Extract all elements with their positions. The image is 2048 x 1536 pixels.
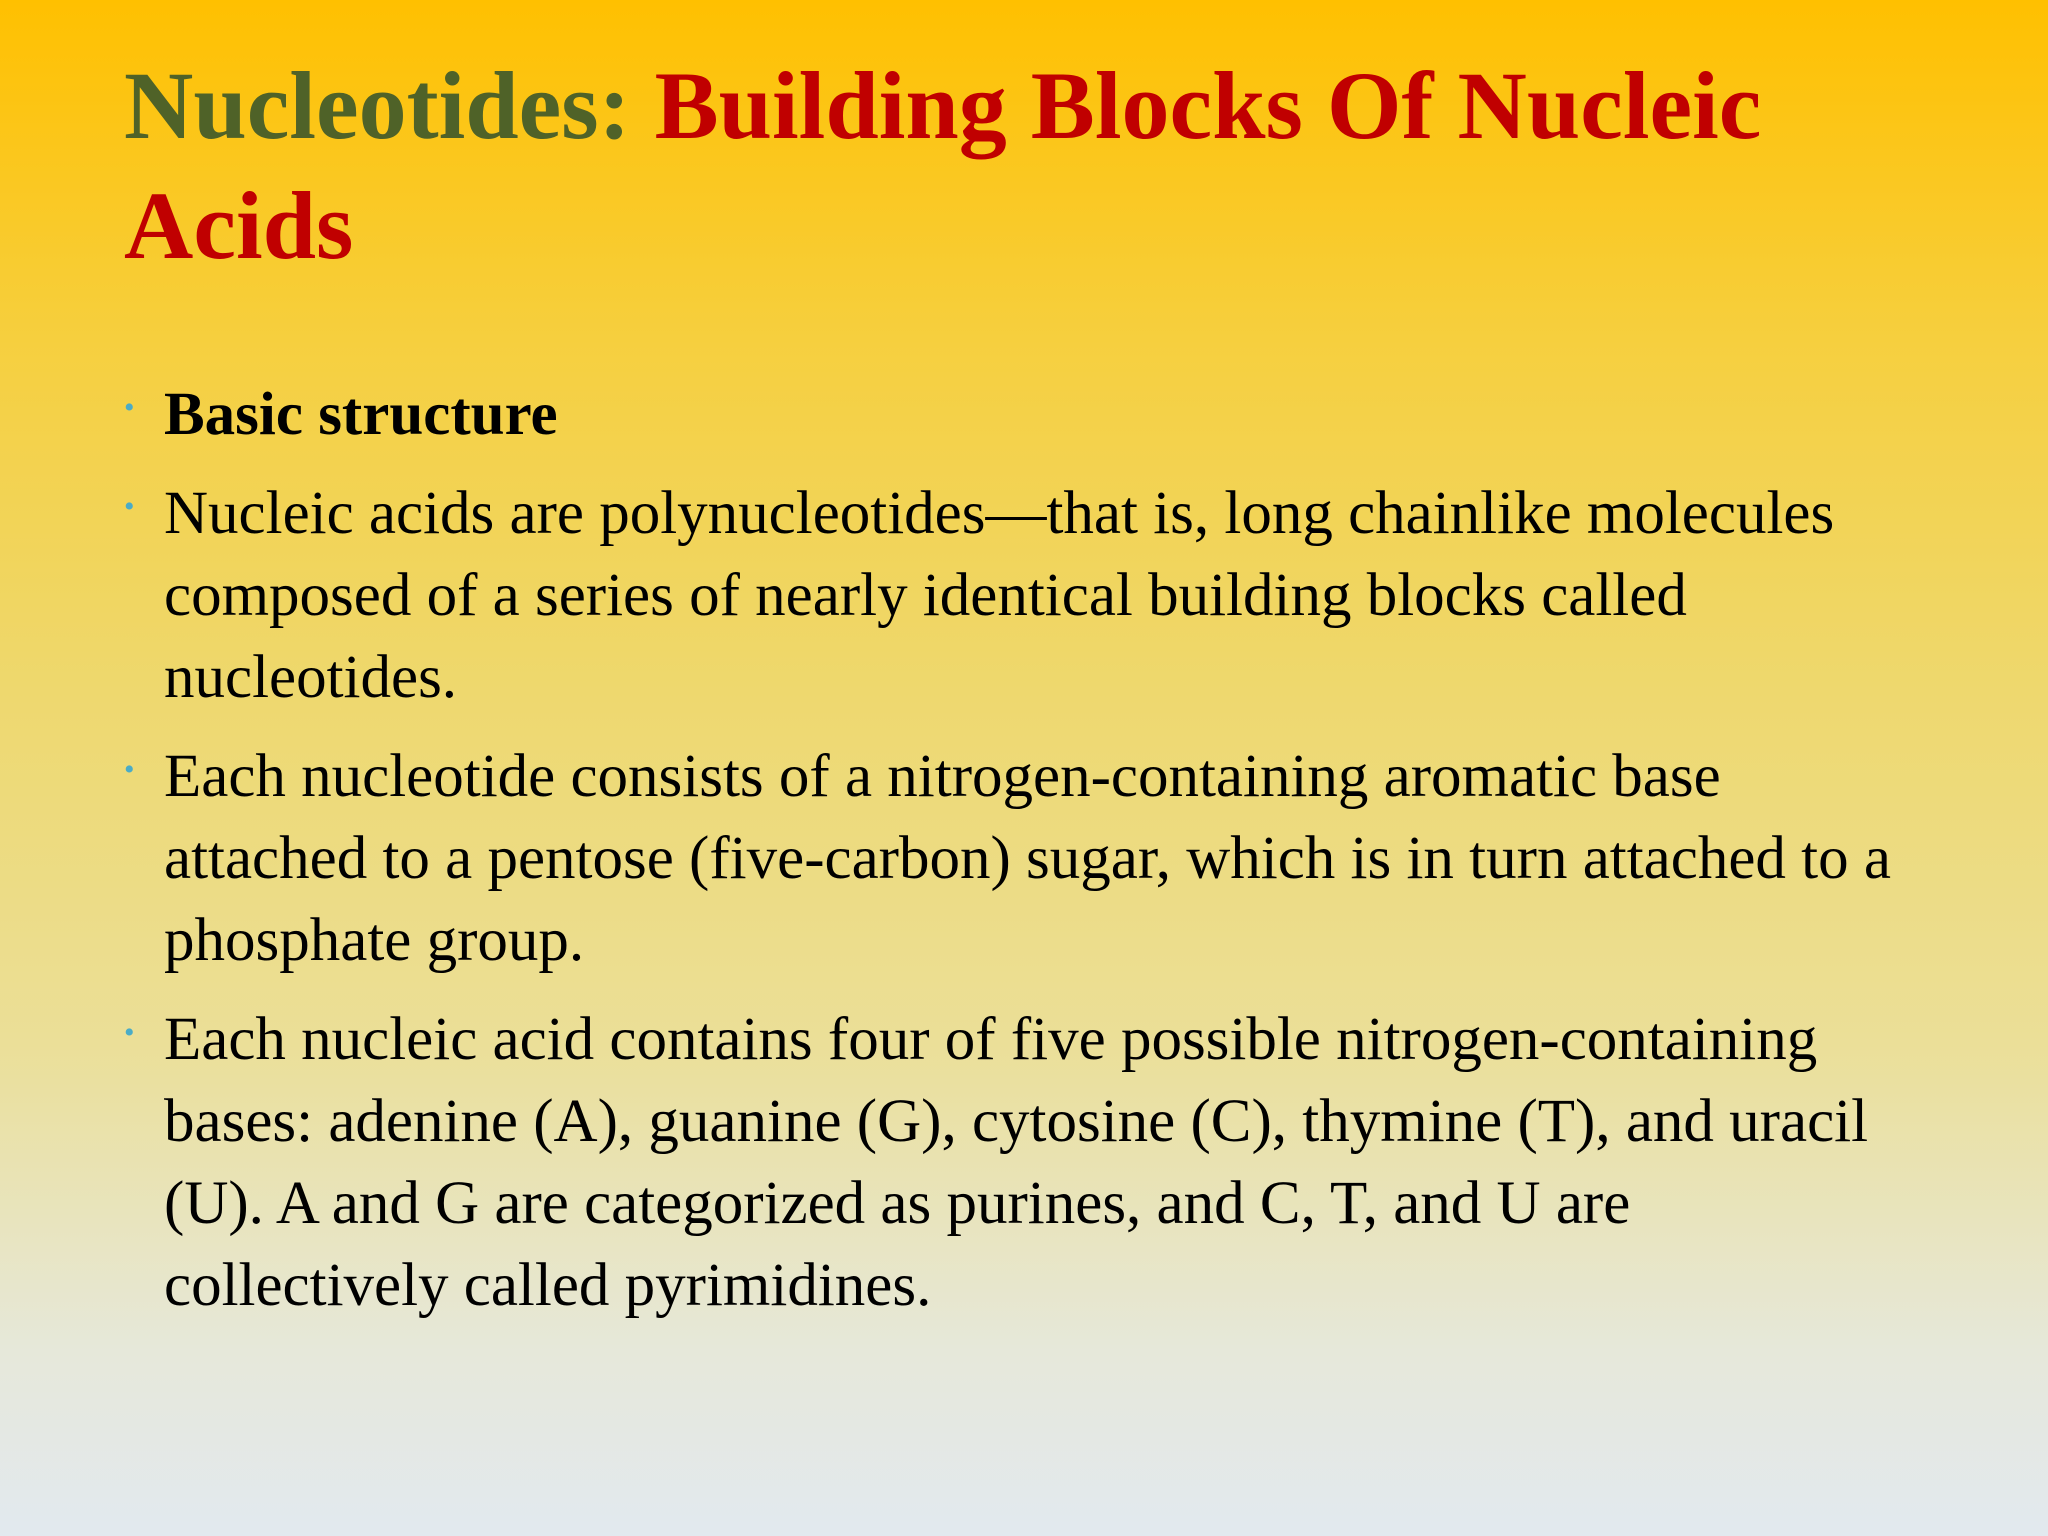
bullet-dot-icon: • — [124, 753, 135, 786]
bullet-item-nucleotide-composition — [124, 736, 1924, 982]
title-part-2: Building Blocks Of Nucleic Acids — [124, 52, 1762, 279]
bullet-text: Each nucleotide consists of a nitrogen-containing aromatic base attached to a pentose (five-carbon) sugar, which is in turn attached to a phosphate group. — [164, 743, 1891, 974]
bullet-text: Nucleic acids are polynucleotides—that is, long chainlike molecules composed of a series of nearly identical building blocks called nucleotides. — [164, 480, 1835, 711]
bullet-dot-icon: • — [124, 1016, 135, 1049]
title-part-1: Nucleotides: — [124, 52, 655, 159]
bullet-dot-icon: • — [124, 490, 135, 523]
bullet-item-nitrogen-bases — [124, 999, 1924, 1327]
bullet-dot-icon: • — [124, 391, 135, 424]
bullet-item-basic-structure — [124, 374, 1924, 456]
slide-title — [124, 46, 1944, 286]
bullet-text: Each nucleic acid contains four of five possible nitrogen-containing bases: adenine (A), guanine (G), cytosine (C), thymine (T), and uracil (U). A and G are categorized as purines, and C, T, and U are collectively called pyrimidines. — [164, 1006, 1869, 1319]
bullet-text: Basic structure — [164, 381, 558, 448]
bullet-item-polynucleotides — [124, 473, 1924, 719]
bullet-list — [124, 374, 1924, 1344]
